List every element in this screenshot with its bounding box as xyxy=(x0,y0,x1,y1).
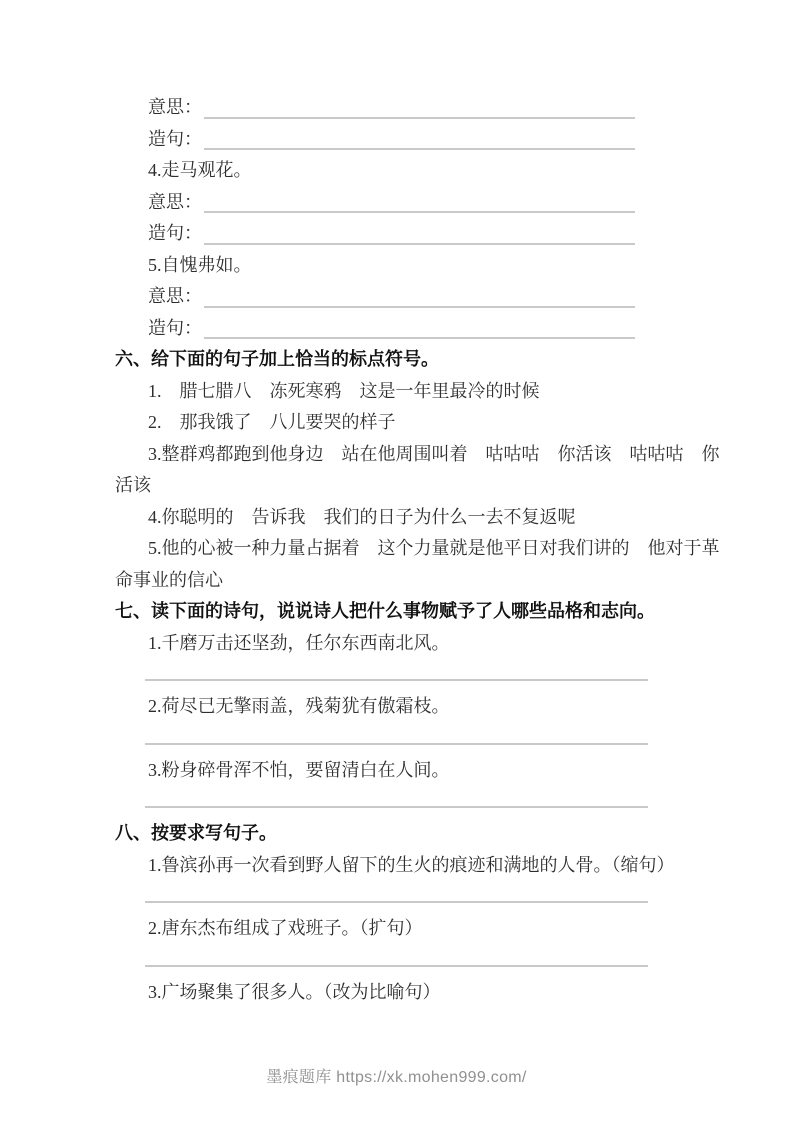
sentence-blank-row xyxy=(115,124,678,156)
meaning-label: 意思： xyxy=(148,191,202,212)
punctuation-section xyxy=(115,344,720,596)
sentence-writing-item: 1.鲁滨孙再一次看到野人留下的生火的痕迹和满地的人骨。（缩句） xyxy=(148,854,675,875)
footer-text: 墨痕题库 https://xk.mohen999.com/ xyxy=(266,1069,527,1086)
sentence-writing-item: 2.唐东杰布组成了戏班子。（扩句） xyxy=(148,918,423,938)
blank-answer-line xyxy=(204,313,635,339)
section-eight-title: 八、按要求写句子。 xyxy=(115,823,277,843)
section-six-title: 六、给下面的句子加上恰当的标点符号。 xyxy=(115,349,439,369)
idiom-item: 4.走马观花。 xyxy=(148,160,252,180)
blank-answer-line xyxy=(204,219,635,245)
meaning-blank-row xyxy=(115,187,678,219)
sentence-blank-row xyxy=(115,313,678,345)
sentence-label: 造句： xyxy=(148,317,202,338)
sentence-blank-row xyxy=(115,218,678,250)
answer-line xyxy=(145,743,648,745)
sentence-writing-item: 3.广场聚集了很多人。（改为比喻句） xyxy=(148,981,441,1002)
section-seven-title: 七、读下面的诗句，说说诗人把什么事物赋予了人哪些品格和志向。 xyxy=(115,601,655,621)
answer-line xyxy=(145,679,648,681)
punctuation-item: 5.他的心被一种力量占据着 这个力量就是他平日对我们讲的 他对于革 xyxy=(148,538,720,558)
poetry-section xyxy=(115,596,678,808)
blank-answer-line xyxy=(204,124,635,150)
answer-line xyxy=(145,806,648,808)
punctuation-item-continuation: 命事业的信心 xyxy=(115,569,223,590)
answer-line xyxy=(145,901,648,903)
blank-answer-line xyxy=(204,187,635,213)
meaning-blank-row xyxy=(115,281,678,313)
poetry-item: 1.千磨万击还坚劲，任尔东西南北风。 xyxy=(148,632,450,653)
meaning-label: 意思： xyxy=(148,286,202,306)
idiom-exercise-section xyxy=(115,92,678,344)
poetry-item: 3.粉身碎骨浑不怕，要留清白在人间。 xyxy=(148,759,450,780)
sentence-label: 造句： xyxy=(148,128,202,149)
footer xyxy=(0,1066,793,1090)
blank-answer-line xyxy=(204,93,635,119)
punctuation-item: 4.你聪明的 告诉我 我们的日子为什么一去不复返呢 xyxy=(148,506,576,527)
sentence-label: 造句： xyxy=(148,223,202,243)
blank-answer-line xyxy=(204,282,635,308)
punctuation-item: 3.整群鸡都跑到他身边 站在他周围叫着 咕咕咕 你活该 咕咕咕 你 xyxy=(148,443,720,464)
poetry-item: 2.荷尽已无擎雨盖，残菊犹有傲霜枝。 xyxy=(148,696,450,716)
idiom-item: 5.自愧弗如。 xyxy=(148,254,252,275)
meaning-label: 意思： xyxy=(148,97,202,117)
punctuation-item: 1. 腊七腊八 冻死寒鸦 这是一年里最冷的时候 xyxy=(148,380,540,401)
answer-line xyxy=(145,965,648,967)
punctuation-item: 2. 那我饿了 八儿要哭的样子 xyxy=(148,412,396,432)
punctuation-item-continuation: 活该 xyxy=(115,475,151,495)
sentence-writing-section xyxy=(115,818,678,1008)
meaning-blank-row xyxy=(115,92,678,124)
